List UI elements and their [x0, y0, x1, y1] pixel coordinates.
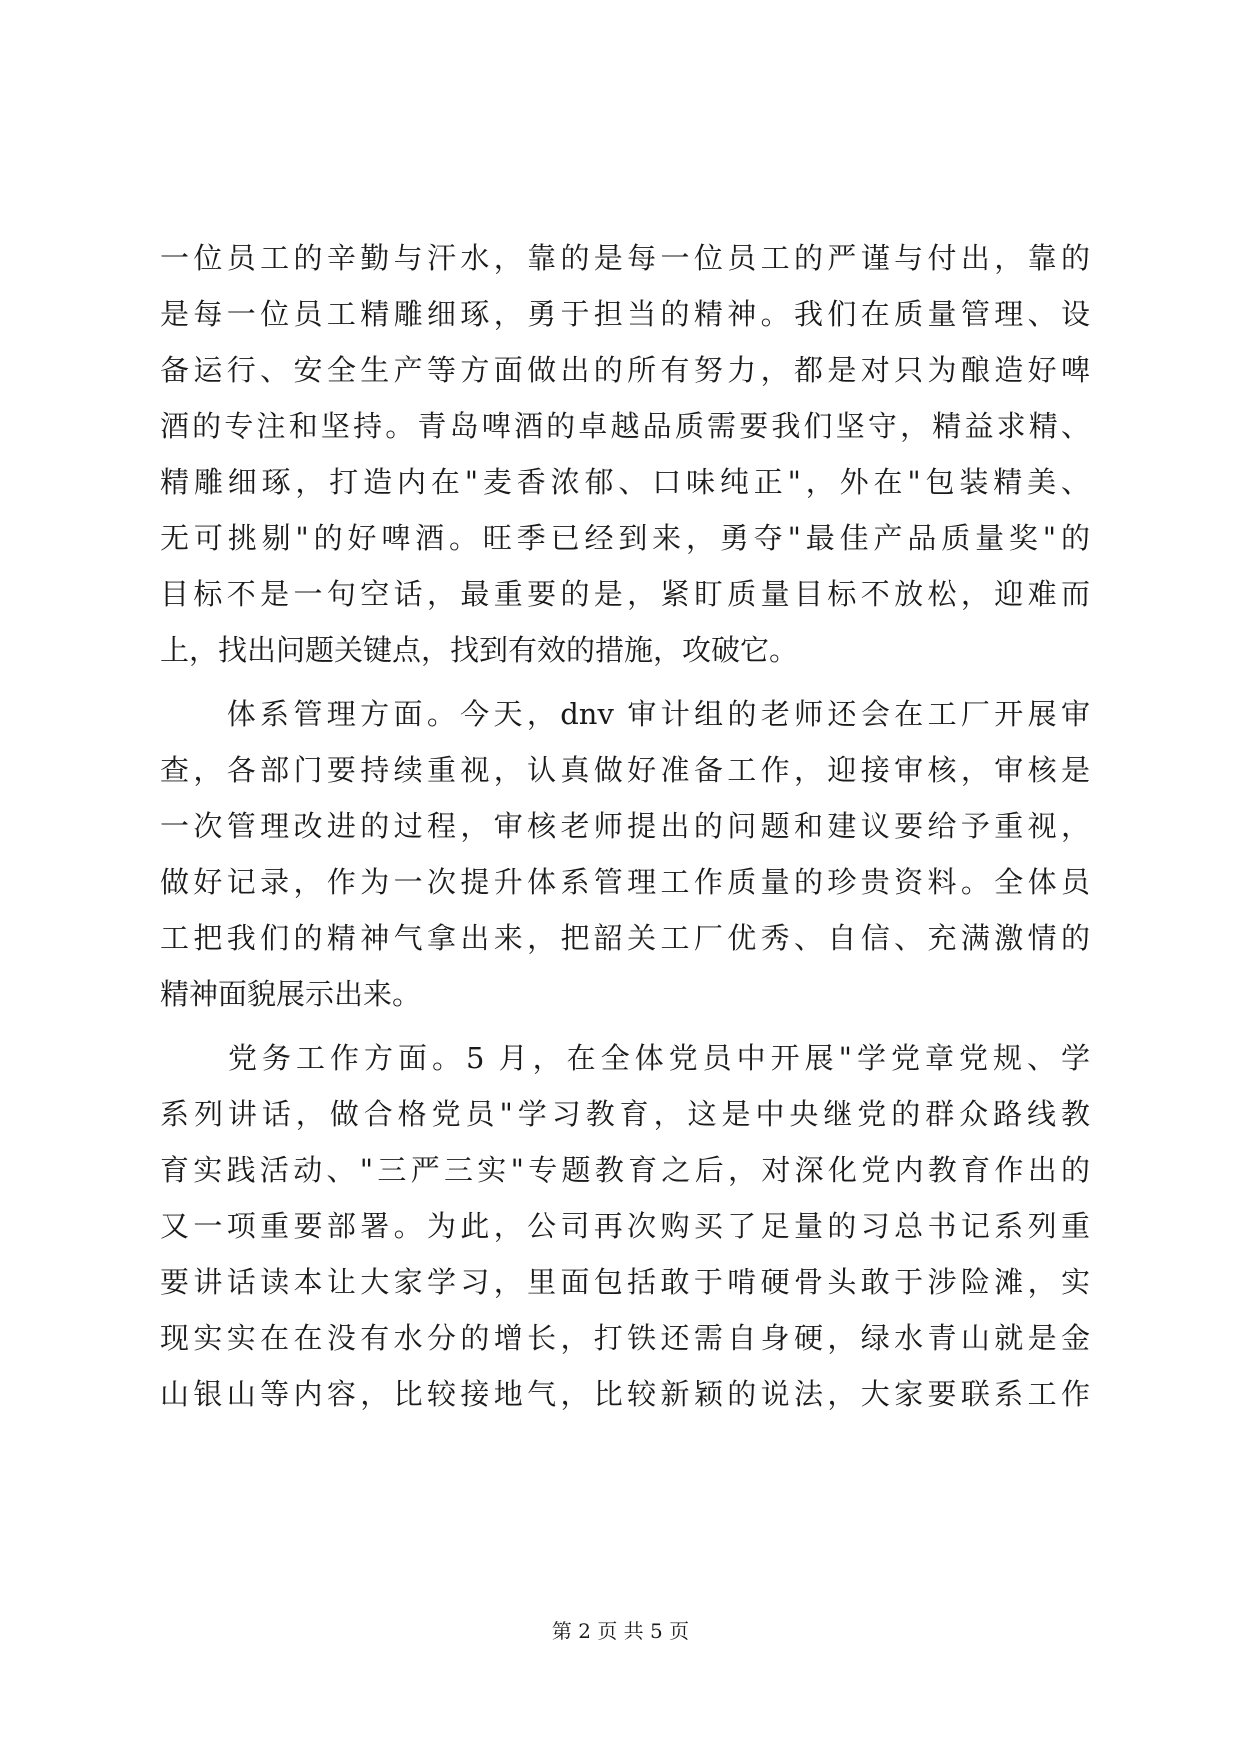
text-line: 要讲话读本让大家学习，里面包括敢于啃硬骨头敢于涉险滩，实 [160, 1265, 1090, 1299]
text-line: 精神面貌展示出来。 [160, 977, 422, 1011]
text-line: 查，各部门要持续重视，认真做好准备工作，迎接审核，审核是 [160, 753, 1090, 787]
page-number: 第 2 页 共 5 页 [551, 1619, 690, 1643]
text-line: 酒的专注和坚持。青岛啤酒的卓越品质需要我们坚守，精益求精、 [160, 409, 1090, 443]
paragraph-3 [160, 1030, 1090, 1422]
text-line: 山银山等内容，比较接地气，比较新颖的说法，大家要联系工作 [160, 1377, 1090, 1411]
text-line: 一次管理改进的过程，审核老师提出的问题和建议要给予重视， [160, 809, 1090, 843]
text-line: 系列讲话，做合格党员"学习教育，这是中央继党的群众路线教 [160, 1097, 1090, 1131]
text-line: 备运行、安全生产等方面做出的所有努力，都是对只为酿造好啤 [160, 353, 1090, 387]
paragraph-2 [160, 686, 1090, 1022]
paragraph-1 [160, 230, 1090, 678]
text-line: 育实践活动、"三严三实"专题教育之后，对深化党内教育作出的 [160, 1153, 1090, 1187]
text-line: 现实实在在没有水分的增长，打铁还需自身硬，绿水青山就是金 [160, 1321, 1090, 1355]
text-line: 工把我们的精神气拿出来，把韶关工厂优秀、自信、充满激情的 [160, 921, 1090, 955]
page-footer [0, 1617, 1241, 1645]
text-line: 一位员工的辛勤与汗水，靠的是每一位员工的严谨与付出，靠的 [160, 241, 1090, 275]
text-line: 是每一位员工精雕细琢，勇于担当的精神。我们在质量管理、设 [160, 297, 1090, 331]
text-line: 又一项重要部署。为此，公司再次购买了足量的习总书记系列重 [160, 1209, 1090, 1243]
text-line: 目标不是一句空话，最重要的是，紧盯质量目标不放松，迎难而 [160, 577, 1090, 611]
text-line: 精雕细琢，打造内在"麦香浓郁、口味纯正"，外在"包装精美、 [160, 465, 1090, 499]
text-line: 党务工作方面。5 月，在全体党员中开展"学党章党规、学 [160, 1041, 1090, 1075]
text-line: 上，找出问题关键点，找到有效的措施，攻破它。 [160, 633, 799, 667]
text-line: 体系管理方面。今天，dnv 审计组的老师还会在工厂开展审 [160, 697, 1090, 731]
text-line: 无可挑剔"的好啤酒。旺季已经到来，勇夺"最佳产品质量奖"的 [160, 521, 1090, 555]
text-line: 做好记录，作为一次提升体系管理工作质量的珍贵资料。全体员 [160, 865, 1090, 899]
body-text [160, 230, 1090, 1422]
